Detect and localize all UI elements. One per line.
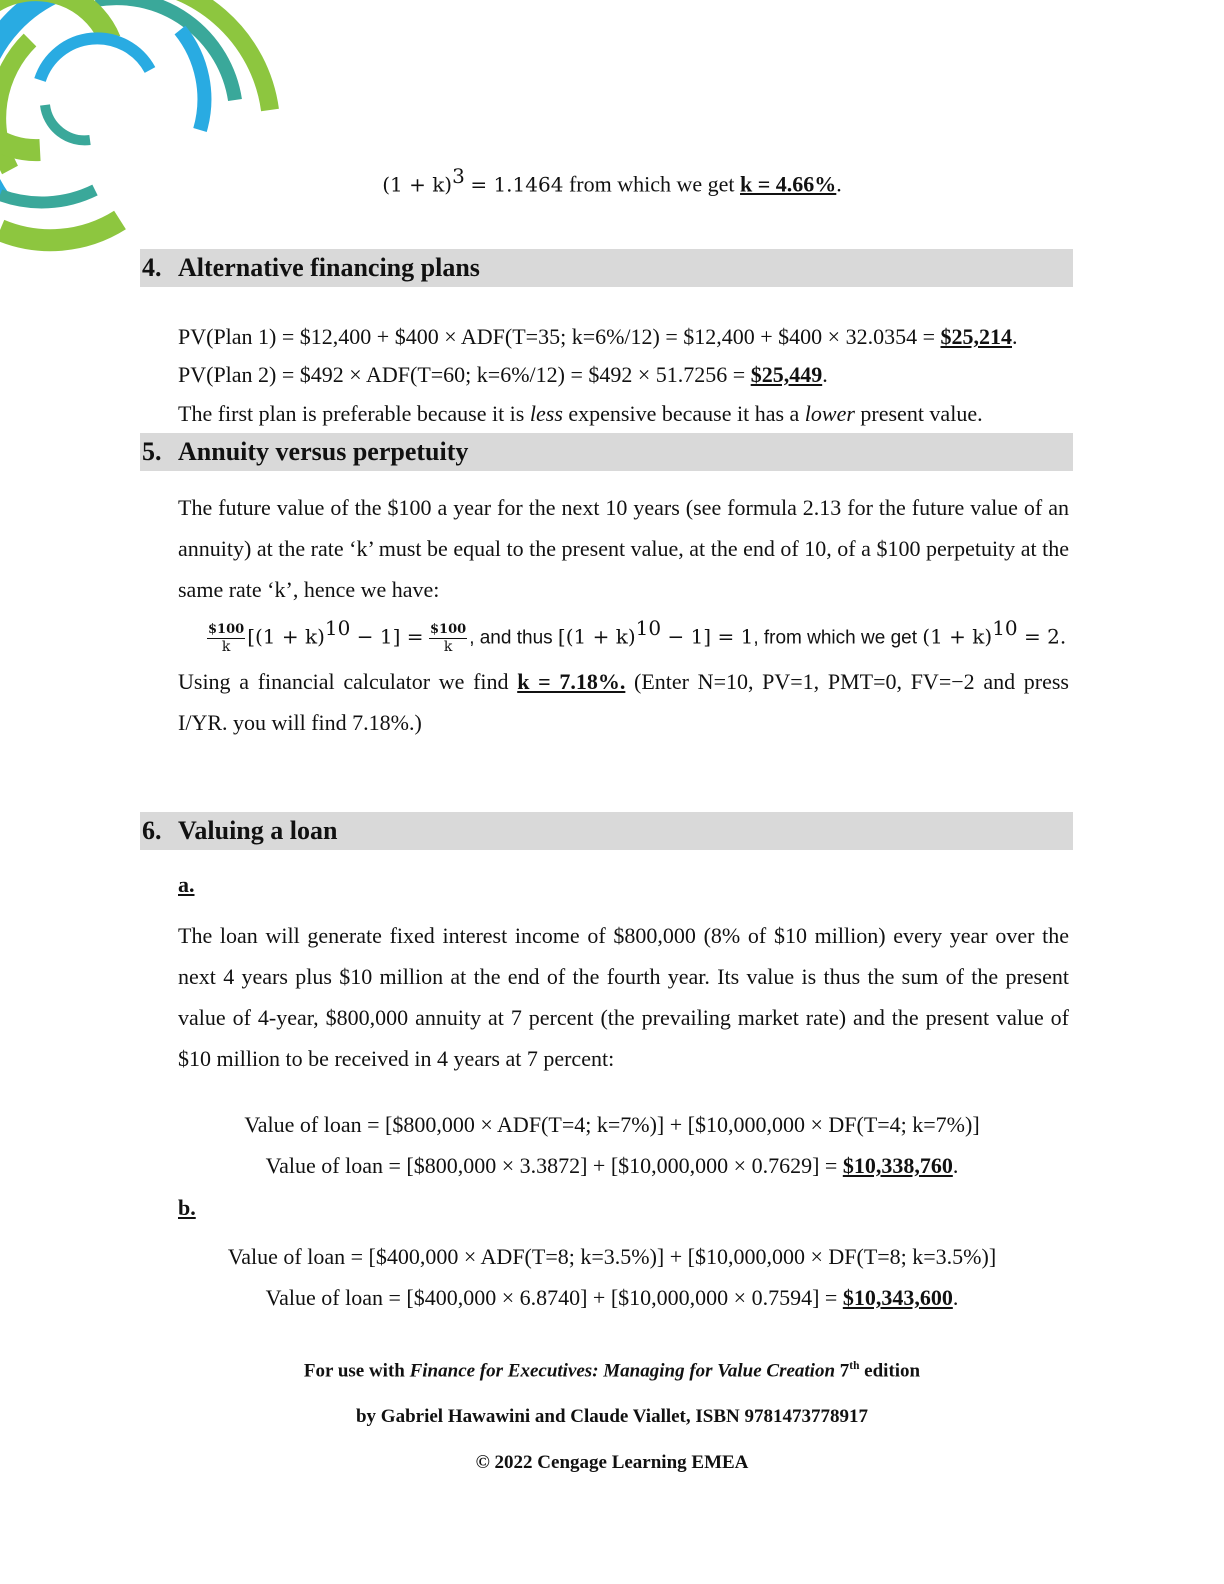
part-b-formula-2: Value of loan = [$400,000 × 6.8740] + [$10,000,000 × 0.7594] = $10,343,600. xyxy=(265,1285,959,1310)
conclusion-line: The first plan is preferable because it is less expensive because it has a lower present value. xyxy=(178,401,983,426)
part-a-formula-1: Value of loan = [$800,000 × ADF(T=4; k=7%)] + [$10,000,000 × DF(T=4; k=7%)] xyxy=(244,1112,980,1137)
book-title: Finance for Executives: Managing for Value Creation xyxy=(409,1360,836,1382)
part-a-label: a. xyxy=(178,872,195,897)
section-5-heading: 5. Annuity versus perpetuity xyxy=(140,433,1073,471)
answer-loan-a: $10,338,760 xyxy=(842,1153,953,1178)
section-6-heading: 6. Valuing a loan xyxy=(140,812,1073,850)
section-5-calculator: Using a financial calculator we find k = 7.18%. (Enter N=10, PV=1, PMT=0, FV=−2 and press I/YR. you will find 7.18%.) xyxy=(178,669,1069,735)
answer-k: k = 4.66% xyxy=(740,171,837,197)
part-b-label: b. xyxy=(178,1195,196,1220)
section-5-paragraph: The future value of the $100 a year for the next 10 years (see formula 2.13 for the future value of an annuity) at the rate ‘k’ must be equal to the present value, at the end of 10, of a $100 perpetuity at the same rate ‘k’, hence we have: xyxy=(178,495,1069,602)
footer-copyright: © 2022 Cengage Learning EMEA xyxy=(475,1452,749,1473)
answer-loan-b: $10,343,600 xyxy=(842,1285,953,1310)
top-formula: $(1 + k)^3 = 1.1464$ from which we get k = 4.66%. xyxy=(382,164,842,197)
footer-line-2: by Gabriel Hawawini and Claude Viallet, ISBN 9781473778917 xyxy=(355,1406,868,1427)
part-a-formula-2: Value of loan = [$800,000 × 3.3872] + [$10,000,000 × 0.7629] = $10,338,760. xyxy=(265,1153,959,1178)
answer-k-perpetuity: k = 7.18%. xyxy=(517,669,626,694)
plan2-line: PV(Plan 2) = $492 × ADF(T=60; k=6%/12) = $492 × 51.7256 = $25,449. xyxy=(178,362,828,387)
publisher-logo-icon xyxy=(0,0,290,260)
footer-line-1: For use with Finance for Executives: Managing for Value Creation 7th edition xyxy=(303,1360,921,1382)
section-4-body xyxy=(178,318,1069,434)
section-4-heading: 4. Alternative financing plans xyxy=(140,249,1073,287)
section-5-equation: $\frac{\$100}{k}$ $[(1 + k)^{10} - 1]$ = $\frac{\$100}{k}$ , and thus $[(1 + k)^{10} - 1] = 1$, from which we get $(1 + k)^{10} = 2$. xyxy=(208,616,1067,655)
plan1-line: PV(Plan 1) = $12,400 + $400 × ADF(T=35; k=6%/12) = $12,400 + $400 × 32.0354 = $25,214. xyxy=(178,324,1018,349)
section-6-paragraph: The loan will generate fixed interest income of $800,000 (8% of $10 million) every year over the next 4 years plus $10 million at the end of the fourth year. Its value is thus the sum of the present value of 4-year, $800,000 annuity at 7 percent (the prevailing market rate) and the present value of $10 million to be received in 4 years at 7 percent: xyxy=(178,923,1069,1071)
part-b-formula-1: Value of loan = [$400,000 × ADF(T=8; k=3.5%)] + [$10,000,000 × DF(T=8; k=3.5%)] xyxy=(227,1244,997,1269)
